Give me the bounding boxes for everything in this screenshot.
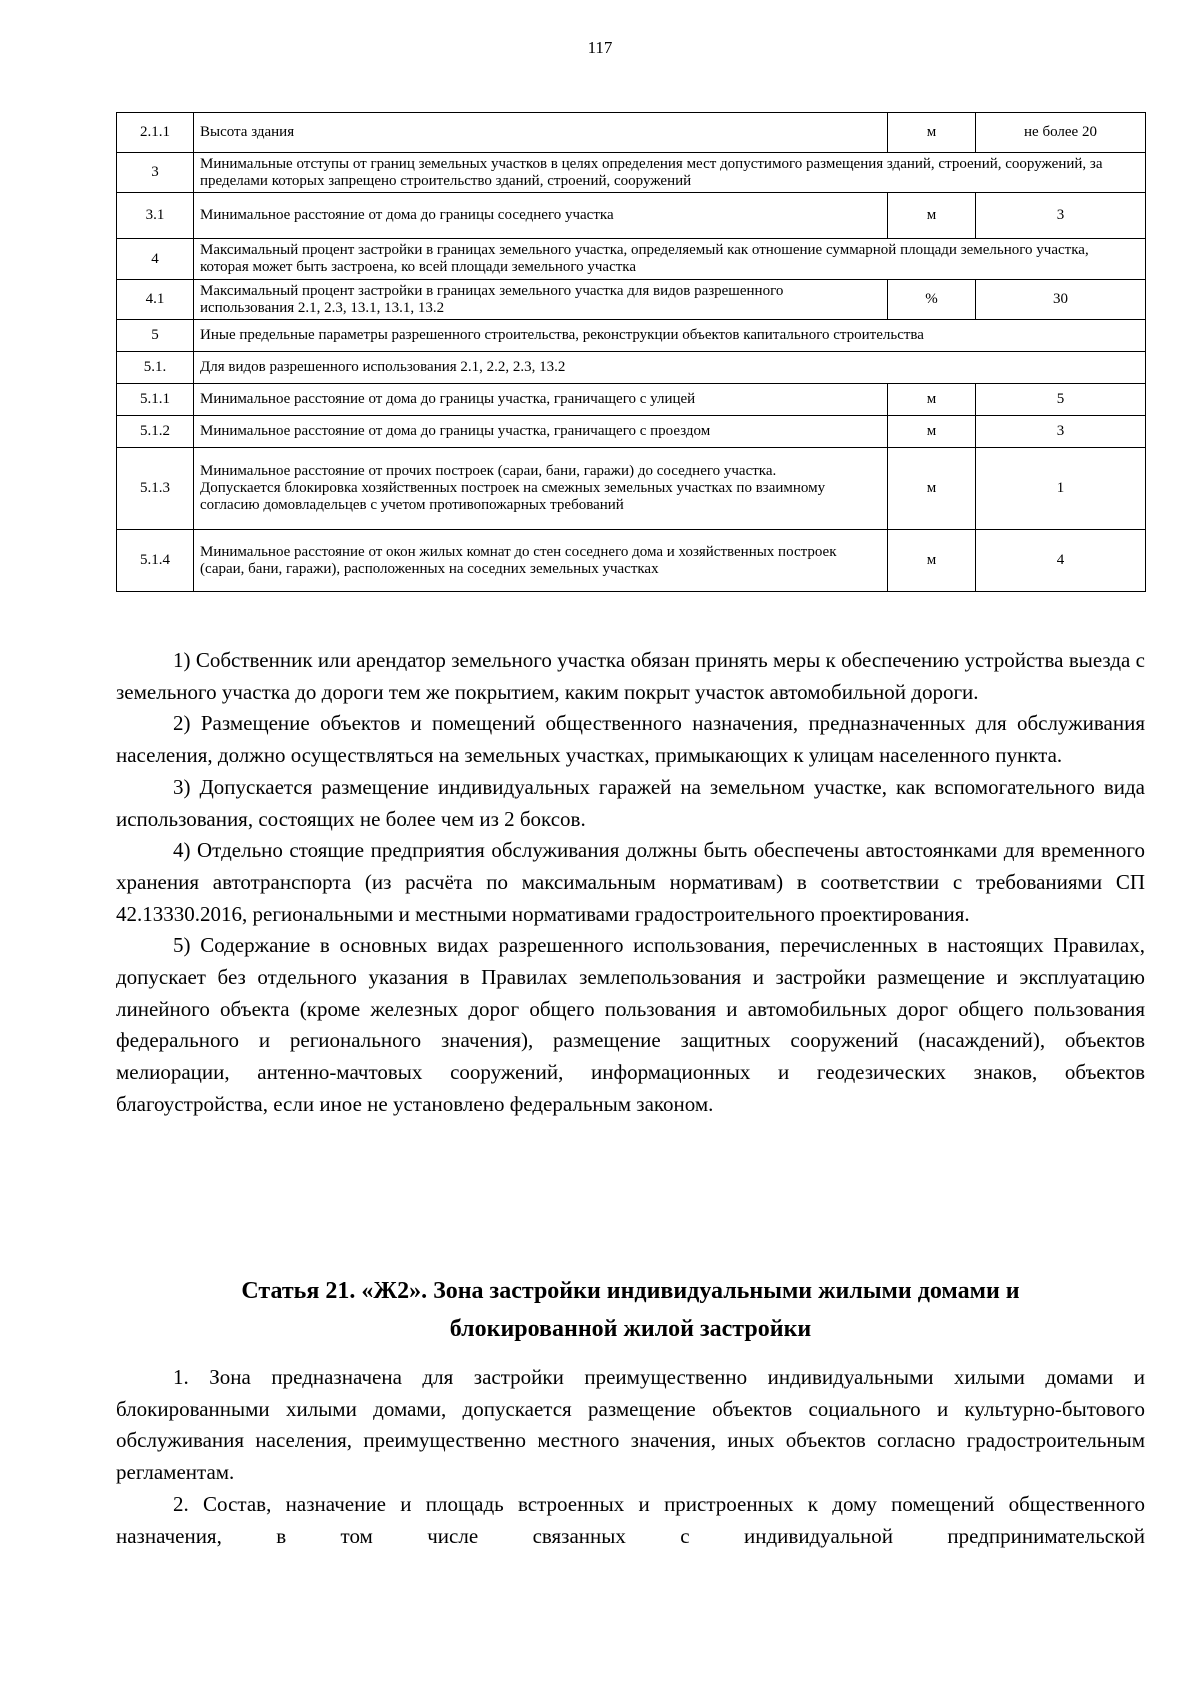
row-number: 5.1.4	[117, 530, 194, 592]
row-number: 5.1.	[117, 352, 194, 384]
notes-block	[116, 645, 1145, 1121]
paragraph: 2) Размещение объектов и помещений общественного назначения, предназначенных для обслуживания населения, должно осуществляться на земельных участках, примыкающих к улицам населенного пункта.	[116, 711, 1145, 768]
row-unit: м	[888, 384, 976, 416]
page-number: 117	[587, 38, 613, 57]
row-text: Минимальное расстояние от дома до границы участка, граничащего с улицей	[194, 384, 888, 416]
row-value: 1	[976, 448, 1146, 530]
row-number: 5.1.1	[117, 384, 194, 416]
row-number: 4	[117, 239, 194, 280]
row-text-cell	[194, 448, 888, 530]
row-value: 3	[976, 193, 1146, 239]
row-value: не более 20	[976, 113, 1146, 153]
row-text: Минимальное расстояние от дома до границы соседнего участка	[194, 193, 888, 239]
row-unit: %	[888, 280, 976, 320]
row-unit: м	[888, 448, 976, 530]
table-row	[117, 239, 1146, 280]
row-text: Минимальное расстояние от прочих построек (сараи, бани, гаражи) до соседнего участка.	[200, 463, 777, 479]
paragraph: 4) Отдельно стоящие предприятия обслуживания должны быть обеспечены автостоянками для временного хранения автотранспорта (из расчёта по максимальным нормативам) в соответствии с требованиями СП 42.13330.2016, региональными и местными нормативами градостроительного проектирования.	[116, 838, 1145, 926]
row-unit: м	[888, 416, 976, 448]
table-row	[117, 416, 1146, 448]
heading-line-1: Статья 21. «Ж2». Зона застройки индивидуальными жилыми домами и	[241, 1278, 1020, 1304]
paragraph: 5) Содержание в основных видах разрешенного использования, перечисленных в настоящих Правилах, допускает без отдельного указания в Правилах землепользования и застройки размещение и эксплуатацию линейного объекта (кроме железных дорог общего пользования и автомобильных дорог общего пользования федерального и регионального значения), размещение защитных сооружений (насаждений), объектов мелиорации, антенно-мачтовых сооружений, информационных и геодезических знаков, объектов благоустройства, если иное не установлено федеральным законом.	[116, 933, 1145, 1116]
row-value: 3	[976, 416, 1146, 448]
table-row	[117, 193, 1146, 239]
row-text: Минимальное расстояние от окон жилых комнат до стен соседнего дома и хозяйственных построек (сараи, бани, гаражи), расположенных на соседних земельных участках	[194, 530, 888, 592]
row-text: Максимальный процент застройки в границах земельного участка, определяемый как отношение суммарной площади земельного участка, которая может быть застроена, ко всей площади земельного участка	[194, 239, 1146, 280]
row-text: Минимальное расстояние от дома до границы участка, граничащего с проездом	[194, 416, 888, 448]
table-row	[117, 352, 1146, 384]
row-unit: м	[888, 530, 976, 592]
table-row	[117, 530, 1146, 592]
row-unit: м	[888, 193, 976, 239]
table-row	[117, 113, 1146, 153]
row-number: 5.1.3	[117, 448, 194, 530]
table-row	[117, 153, 1146, 193]
article-body	[116, 1362, 1145, 1552]
row-number: 4.1	[117, 280, 194, 320]
row-number: 2.1.1	[117, 113, 194, 153]
article-heading	[116, 1272, 1145, 1348]
row-text: Высота здания	[194, 113, 888, 153]
paragraph: 3) Допускается размещение индивидуальных гаражей на земельном участке, как вспомогательного вида использования, состоящих не более чем из 2 боксов.	[116, 774, 1145, 831]
row-text: Максимальный процент застройки в границах земельного участка для видов разрешенного использования 2.1, 2.3, 13.1, 13.1, 13.2	[194, 280, 888, 320]
paragraph: 1. Зона предназначена для застройки преимущественно индивидуальными хилыми домами и блокированными хилыми домами, допускается размещение объектов социального и культурно-бытового обслуживания населения, преимущественно местного значения, иных объектов согласно градостроительным регламентам.	[116, 1365, 1145, 1485]
row-value: 5	[976, 384, 1146, 416]
paragraph: 1) Собственник или арендатор земельного участка обязан принять меры к обеспечению устройства выезда с земельного участка до дороги тем же покрытием, каким покрыт участок автомобильной дороги.	[116, 648, 1145, 704]
row-text: Иные предельные параметры разрешенного строительства, реконструкции объектов капитального строительства	[194, 320, 1146, 352]
row-text-note: Допускается блокировка хозяйственных построек на смежных земельных участках по взаимному согласию домовладельцев с учетом противопожарных требований	[200, 480, 826, 513]
table-row	[117, 320, 1146, 352]
row-text: Минимальные отступы от границ земельных участков в целях определения мест допустимого размещения зданий, строений, сооружений, за пределами которых запрещено строительство зданий, строений, сооружений	[194, 153, 1146, 193]
table-row	[117, 448, 1146, 530]
row-number: 5.1.2	[117, 416, 194, 448]
row-number: 3	[117, 153, 194, 193]
heading-line-2: блокированной жилой застройки	[449, 1316, 812, 1342]
row-value: 4	[976, 530, 1146, 592]
table-row	[117, 384, 1146, 416]
table-row	[117, 280, 1146, 320]
paragraph: 2. Состав, назначение и площадь встроенных и пристроенных к дому помещений общественного назначения, в том числе связанных с индивидуальной предпринимательской	[116, 1491, 1145, 1548]
row-number: 5	[117, 320, 194, 352]
row-text: Для видов разрешенного использования 2.1, 2.2, 2.3, 13.2	[194, 352, 1146, 384]
row-number: 3.1	[117, 193, 194, 239]
row-value: 30	[976, 280, 1146, 320]
parameters-table	[116, 112, 1146, 592]
row-unit: м	[888, 113, 976, 153]
